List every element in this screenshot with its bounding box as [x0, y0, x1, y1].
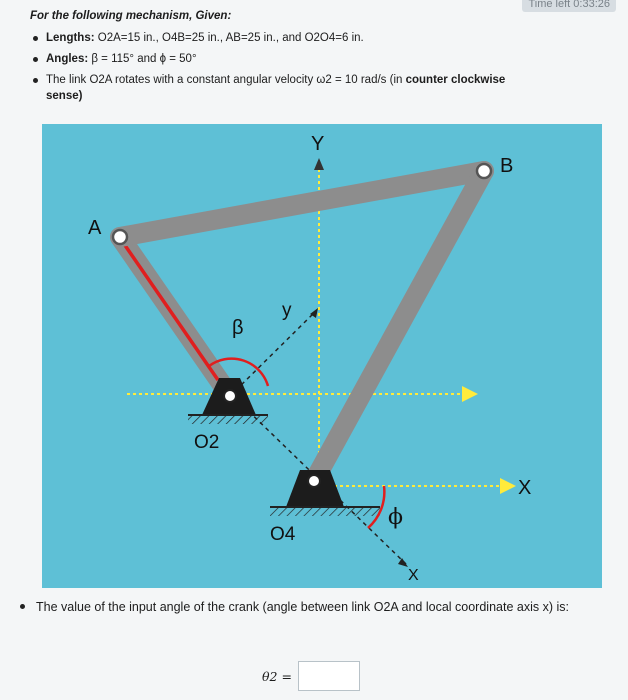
question-text: The value of the input angle of the crank (angle between link O2A and local coordinate axis x) is:	[36, 600, 569, 614]
velocity-text: The link O2A rotates with a constant angular velocity ω2 = 10 rad/s (in	[46, 74, 403, 86]
time-left: Time left 0:33:26	[522, 0, 616, 12]
label-beta: β	[232, 317, 244, 339]
link-o2a-highlight	[122, 241, 218, 380]
label-x: X	[518, 477, 532, 499]
label-y: Y	[311, 133, 325, 155]
question-bullet	[20, 604, 25, 609]
question	[20, 598, 610, 616]
angles-value: β = 115° and ϕ = 50°	[91, 53, 197, 65]
label-b: B	[500, 155, 514, 177]
joint-o2	[224, 390, 236, 402]
link-o4b	[314, 171, 484, 481]
lengths-label: Lengths:	[46, 32, 95, 44]
answer-input[interactable]	[298, 661, 360, 691]
velocity-sense: counter clockwise	[405, 74, 506, 86]
given-lengths	[46, 30, 612, 46]
mechanism-diagram	[42, 124, 602, 588]
mechanism-figure	[42, 124, 602, 588]
given-title: For the following mechanism, Given:	[30, 10, 232, 22]
velocity-tail: sense)	[46, 90, 83, 102]
label-a: A	[88, 217, 102, 239]
ground-o2-hatch	[188, 415, 268, 424]
label-o4: O4	[270, 524, 296, 545]
global-y-arrow	[314, 158, 324, 170]
lengths-value: O2A=15 in., O4B=25 in., AB=25 in., and O2O4=6 in.	[97, 32, 364, 44]
label-local-x: X	[408, 567, 419, 584]
joint-b	[477, 164, 491, 178]
answer-label: θ2 =	[262, 668, 292, 684]
given-list	[30, 30, 612, 104]
label-o2: O2	[194, 432, 220, 453]
problem-header	[30, 8, 612, 109]
joint-o4	[308, 475, 320, 487]
angles-label: Angles:	[46, 53, 89, 65]
label-local-y: y	[282, 300, 292, 321]
label-phi: ϕ	[388, 505, 403, 530]
given-velocity	[46, 72, 612, 104]
link-ab	[120, 171, 484, 237]
answer-row	[262, 658, 360, 694]
ground-o4-hatch	[270, 507, 380, 516]
local-x-arrow	[398, 558, 408, 567]
given-angles	[46, 51, 612, 67]
joint-a	[113, 230, 127, 244]
